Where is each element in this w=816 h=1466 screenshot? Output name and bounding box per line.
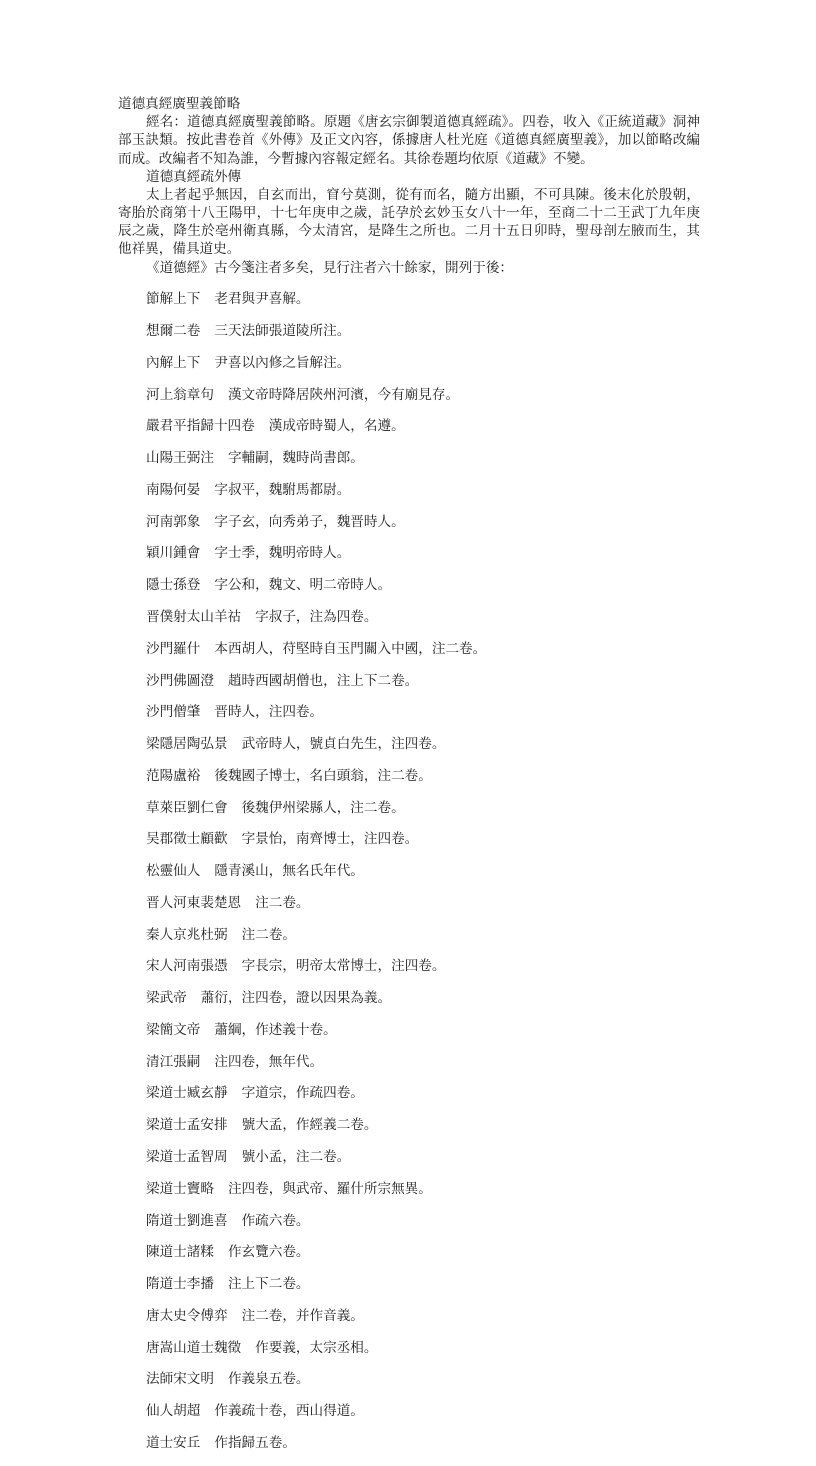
commentary-note: 武帝時人，號貞白先生，注四卷。	[241, 736, 446, 753]
commentary-note: 蕭衍，注四卷，證以因果為義。	[200, 990, 392, 1007]
list-item	[118, 957, 700, 975]
commentary-name: 內解上下	[146, 354, 201, 371]
commentary-list	[118, 290, 700, 1452]
commentary-name: 南陽何晏	[146, 481, 201, 498]
list-item	[118, 449, 700, 467]
commentary-note: 三天法師張道陵所注。	[214, 323, 351, 340]
commentary-note: 號大孟，作經義二卷。	[241, 1117, 378, 1134]
commentary-note: 注四卷，與武帝、羅什所宗無異。	[227, 1180, 432, 1197]
commentary-name: 松靈仙人	[146, 863, 201, 880]
commentary-note: 隱青溪山，無名氏年代。	[214, 863, 364, 880]
commentary-name: 唐嵩山道士魏徵	[146, 1339, 242, 1356]
commentary-note: 後魏國子博士，名白頭翁，注二卷。	[214, 767, 432, 784]
commentary-note: 漢文帝時降居陝州河濱，今有廟見存。	[227, 386, 460, 403]
commentary-note: 蕭綱，作述義十卷。	[214, 1021, 337, 1038]
commentary-name: 仙人胡超	[146, 1403, 201, 1420]
commentary-note: 作義疏十卷，西山得道。	[214, 1403, 364, 1420]
list-item	[118, 576, 700, 594]
commentary-name: 清江張嗣	[146, 1053, 201, 1070]
commentary-note: 注二卷。	[241, 926, 296, 943]
commentary-name: 梁簡文帝	[146, 1021, 201, 1038]
list-item	[118, 926, 700, 944]
commentary-note: 作指歸五卷。	[214, 1434, 296, 1451]
list-item	[118, 735, 700, 753]
commentary-name: 隋道士劉進喜	[146, 1212, 228, 1229]
commentary-note: 本西胡人，苻堅時自玉門關入中國，注二卷。	[214, 640, 487, 657]
commentary-note: 字叔子，注為四卷。	[255, 608, 378, 625]
commentary-note: 作玄覽六卷。	[227, 1244, 310, 1261]
section-paragraph: 太上者起乎無因，自玄而出，窅兮莫測，從有而名，隨方出顯，不可具陳。後末化於殷朝，寄胎於商第十八王陽甲，十七年庚申之歲，託孕於玄妙玉女八十一年，至商二十二王武丁九年庚辰之歲，降生於亳州衛真縣，今太清宮，是降生之所也。二月十五日卯時，聖母剖左腋而生，其他祥異，備具道史。	[118, 186, 700, 258]
commentary-name: 隱士孫登	[146, 577, 201, 594]
list-item	[118, 767, 700, 785]
commentary-name: 嚴君平指歸十四卷	[146, 418, 255, 435]
commentary-name: 草萊臣劉仁會	[146, 799, 228, 816]
list-item	[118, 354, 700, 372]
commentary-note: 注上下二卷。	[227, 1276, 310, 1293]
list-item	[118, 608, 700, 626]
list-item	[118, 830, 700, 848]
list-item	[118, 672, 700, 690]
commentary-note: 趙時西國胡僧也，注上下二卷。	[227, 672, 419, 689]
commentary-name: 秦人京兆杜弼	[146, 926, 228, 943]
commentary-name: 節解上下	[146, 291, 201, 308]
commentary-note: 字子玄，向秀弟子，魏晋時人。	[214, 513, 405, 530]
list-item	[118, 1116, 700, 1134]
commentary-name: 宋人河南張憑	[146, 958, 228, 975]
commentary-note: 字景怡，南齊博士，注四卷。	[241, 831, 419, 848]
commentary-note: 漢成帝時蜀人，名遵。	[268, 418, 405, 435]
list-item	[118, 703, 700, 721]
commentary-note: 作疏六卷。	[241, 1212, 310, 1229]
commentary-name: 晋人河東裴楚恩	[146, 894, 242, 911]
commentary-note: 號小孟，注二卷。	[241, 1148, 351, 1165]
list-item	[118, 1021, 700, 1039]
commentary-note: 老君與尹喜解。	[214, 291, 310, 308]
list-item	[118, 1402, 700, 1420]
commentary-name: 梁道士竇略	[146, 1180, 214, 1197]
commentary-name: 梁武帝	[146, 990, 187, 1007]
commentary-name: 想爾二卷	[146, 323, 201, 340]
list-item	[118, 1180, 700, 1198]
commentary-note: 注二卷，并作音義。	[241, 1307, 364, 1324]
commentary-name: 沙門羅什	[146, 640, 201, 657]
list-item	[118, 481, 700, 499]
commentary-note: 字長宗，明帝太常博士，注四卷。	[241, 958, 446, 975]
commentary-name: 穎川鍾會	[146, 545, 201, 562]
commentary-note: 晋時人，注四卷。	[214, 704, 324, 721]
commentary-name: 隋道士李播	[146, 1276, 214, 1293]
commentary-note: 注二卷。	[255, 894, 310, 911]
commentary-note: 字叔平，魏駙馬都尉。	[214, 481, 351, 498]
list-item	[118, 1243, 700, 1261]
list-item	[118, 989, 700, 1007]
document-page	[118, 95, 700, 1466]
commentary-note: 字士季，魏明帝時人。	[214, 545, 351, 562]
section-heading: 道德真經疏外傳	[146, 168, 242, 185]
list-item	[118, 417, 700, 435]
list-item	[118, 1275, 700, 1293]
list-item	[118, 640, 700, 658]
list-item	[118, 862, 700, 880]
commentary-name: 梁道士孟安排	[146, 1117, 228, 1134]
commentary-name: 河南郭象	[146, 513, 201, 530]
commentary-name: 吴郡徵士顧歡	[146, 831, 228, 848]
commentary-name: 沙門佛圖澄	[146, 672, 214, 689]
list-item	[118, 544, 700, 562]
commentary-name: 陳道士諸糅	[146, 1244, 214, 1261]
list-item	[118, 1053, 700, 1071]
commentary-note: 作要義，太宗丞相。	[255, 1339, 378, 1356]
commentary-note: 尹喜以內修之旨解注。	[214, 354, 351, 371]
commentary-name: 山陽王弼注	[146, 450, 214, 467]
commentary-note: 字道宗，作疏四卷。	[241, 1085, 364, 1102]
commentary-note: 字公和，魏文、明二帝時人。	[214, 577, 392, 594]
commentary-name: 道士安丘	[146, 1434, 201, 1451]
list-item	[118, 386, 700, 404]
commentary-name: 梁道士孟智周	[146, 1148, 228, 1165]
list-item	[118, 322, 700, 340]
commentary-note: 字輔嗣，魏時尚書郎。	[227, 450, 364, 467]
commentary-note: 作義泉五卷。	[227, 1371, 310, 1388]
commentary-name: 梁道士臧玄靜	[146, 1085, 228, 1102]
list-item	[118, 1148, 700, 1166]
list-item	[118, 799, 700, 817]
document-title: 道德真經廣聖義節略	[118, 96, 241, 112]
commentary-name: 范陽盧裕	[146, 767, 201, 784]
commentary-note: 注四卷，無年代。	[214, 1053, 324, 1070]
commentary-note: 後魏伊州梁縣人，注二卷。	[241, 799, 405, 816]
commentary-name: 梁隱居陶弘景	[146, 736, 228, 753]
commentary-name: 河上翁章句	[146, 386, 214, 403]
list-item	[118, 1434, 700, 1452]
list-item	[118, 1084, 700, 1102]
list-item	[118, 513, 700, 531]
commentary-name: 法師宋文明	[146, 1371, 214, 1388]
commentary-name: 晋僕射太山羊祜	[146, 608, 242, 625]
list-item	[118, 1370, 700, 1388]
list-item	[118, 1339, 700, 1357]
commentary-name: 唐太史令傅弈	[146, 1307, 228, 1324]
list-item	[118, 1307, 700, 1325]
list-item	[118, 290, 700, 308]
list-item	[118, 894, 700, 912]
commentary-name: 沙門僧肇	[146, 704, 201, 721]
list-item	[118, 1212, 700, 1230]
list-intro: 《道德經》古今箋注者多矣，見行注者六十餘家，開列于後：	[146, 259, 514, 276]
intro-paragraph: 經名：道德真經廣聖義節略。原題《唐玄宗御製道德真經疏》。四卷，收入《正統道藏》洞神部玉訣類。按此書卷首《外傳》及正文內容，係據唐人杜光庭《道德真經廣聖義》，加以節略改編而成。改編者不知為誰，今暫據內容報定經名。其徐卷題均依原《道藏》不變。	[118, 114, 700, 167]
